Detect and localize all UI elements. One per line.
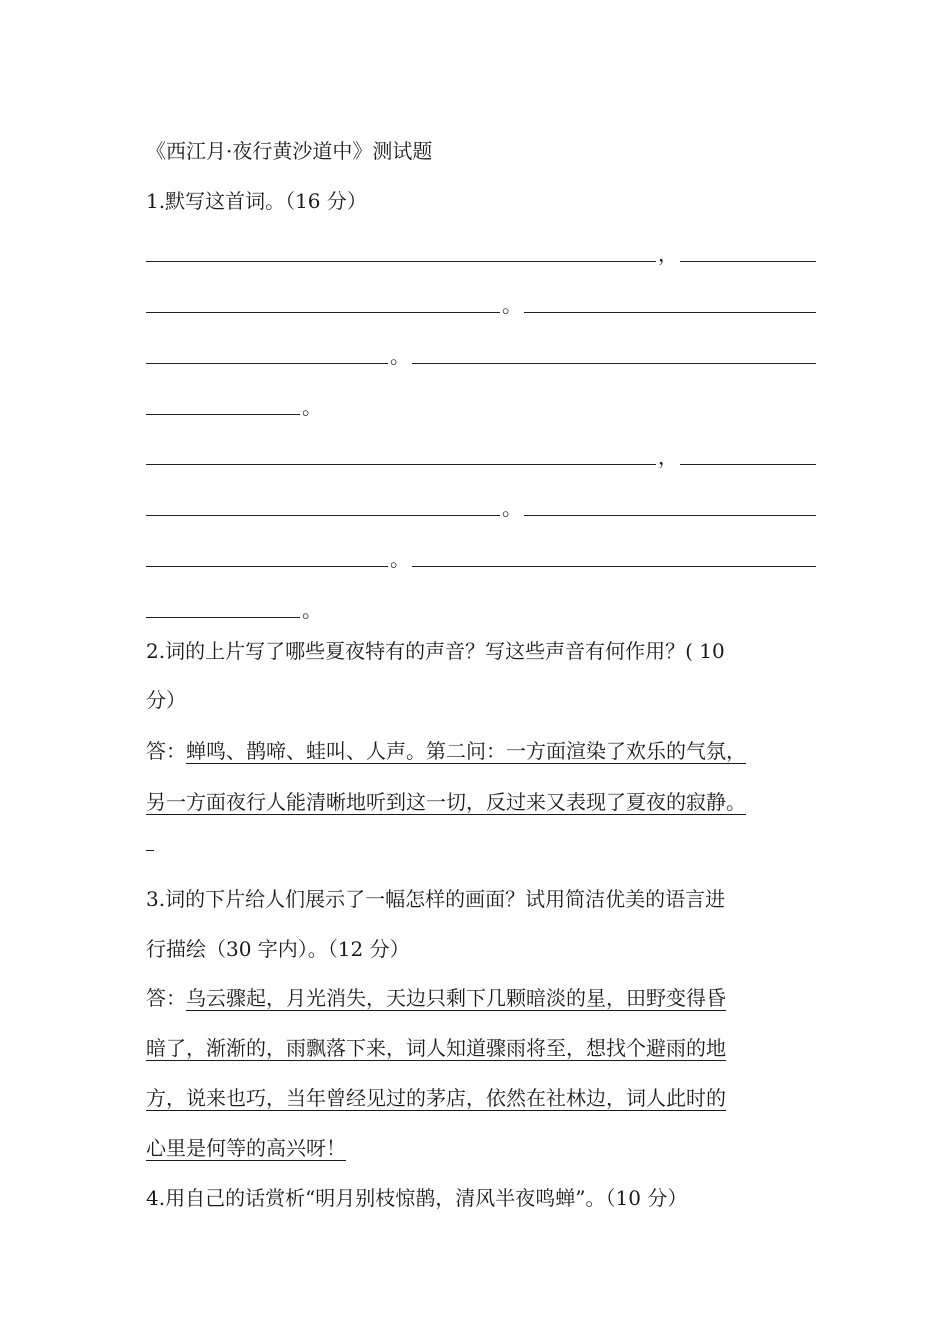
- answer-3-line-2: [146, 1034, 726, 1062]
- blank-line[interactable]: [680, 261, 816, 262]
- answer-2-line-2: [146, 788, 746, 816]
- answer-3-line-4: [146, 1134, 346, 1162]
- blank-line[interactable]: [146, 515, 500, 516]
- answer-text: 蝉鸣、鹊啼、蛙叫、人声。第二问：一方面渲染了欢乐的气氛，: [186, 739, 746, 763]
- answer-text: 乌云骤起，月光消失，天边只剩下几颗暗淡的星，田野变得昏: [186, 986, 726, 1010]
- blank-line[interactable]: [524, 312, 816, 313]
- answer-blank-row: [146, 291, 816, 319]
- blank-line[interactable]: [412, 566, 816, 567]
- answer-blank-row: [146, 596, 816, 624]
- answer-blank-row: [146, 443, 816, 471]
- answer-blank-row: [146, 393, 816, 421]
- answer-blank-row: [146, 494, 816, 522]
- question-3-line-1: 3.词的下片给人们展示了一幅怎样的画面？试用简洁优美的语言进: [146, 887, 726, 911]
- answer-blank-row: [146, 240, 816, 268]
- blank-line[interactable]: [146, 617, 300, 618]
- blank-line[interactable]: [146, 464, 656, 465]
- blank-line[interactable]: [146, 414, 300, 415]
- question-2-line-2: 分）: [146, 688, 186, 712]
- punctuation-period: 。: [502, 496, 522, 520]
- answer-blank-row: [146, 545, 816, 573]
- punctuation-comma: ，: [658, 445, 678, 469]
- trailing-underline: [146, 850, 154, 851]
- punctuation-period: 。: [502, 293, 522, 317]
- blank-line[interactable]: [680, 464, 816, 465]
- answer-2-line-1: [146, 737, 746, 765]
- blank-line[interactable]: [146, 566, 388, 567]
- question-1: 1.默写这首词。（16 分）: [146, 189, 367, 213]
- blank-line[interactable]: [412, 363, 816, 364]
- answer-text: 暗了，渐渐的，雨飘落下来，词人知道骤雨将至，想找个避雨的地: [146, 1036, 726, 1060]
- punctuation-period: 。: [390, 547, 410, 571]
- answer-3-line-1: [146, 984, 726, 1012]
- punctuation-period: 。: [390, 344, 410, 368]
- blank-line[interactable]: [146, 363, 388, 364]
- punctuation-period: 。: [302, 598, 322, 622]
- blank-line[interactable]: [146, 312, 500, 313]
- answer-label: 答：: [146, 986, 186, 1010]
- answer-blank-row: [146, 342, 816, 370]
- blank-line[interactable]: [524, 515, 816, 516]
- answer-3-line-3: [146, 1084, 726, 1112]
- blank-line[interactable]: [146, 261, 656, 262]
- answer-text: 另一方面夜行人能清晰地听到这一切，反过来又表现了夏夜的寂静。: [146, 790, 746, 814]
- question-2-line-1: 2.词的上片写了哪些夏夜特有的声音？写这些声音有何作用？( 10: [146, 639, 725, 663]
- punctuation-period: 。: [302, 395, 322, 419]
- answer-text: 心里是何等的高兴呀！: [146, 1136, 346, 1160]
- page-title: 《西江月·夜行黄沙道中》测试题: [146, 139, 433, 163]
- answer-label: 答：: [146, 739, 186, 763]
- punctuation-comma: ，: [658, 242, 678, 266]
- question-4: 4.用自己的话赏析“明月别枝惊鹊，清风半夜鸣蝉”。（10 分）: [146, 1186, 688, 1210]
- question-3-line-2: 行描绘（30 字内）。（12 分）: [146, 937, 410, 961]
- answer-text: 方，说来也巧，当年曾经见过的茅店，依然在社林边，词人此时的: [146, 1086, 726, 1110]
